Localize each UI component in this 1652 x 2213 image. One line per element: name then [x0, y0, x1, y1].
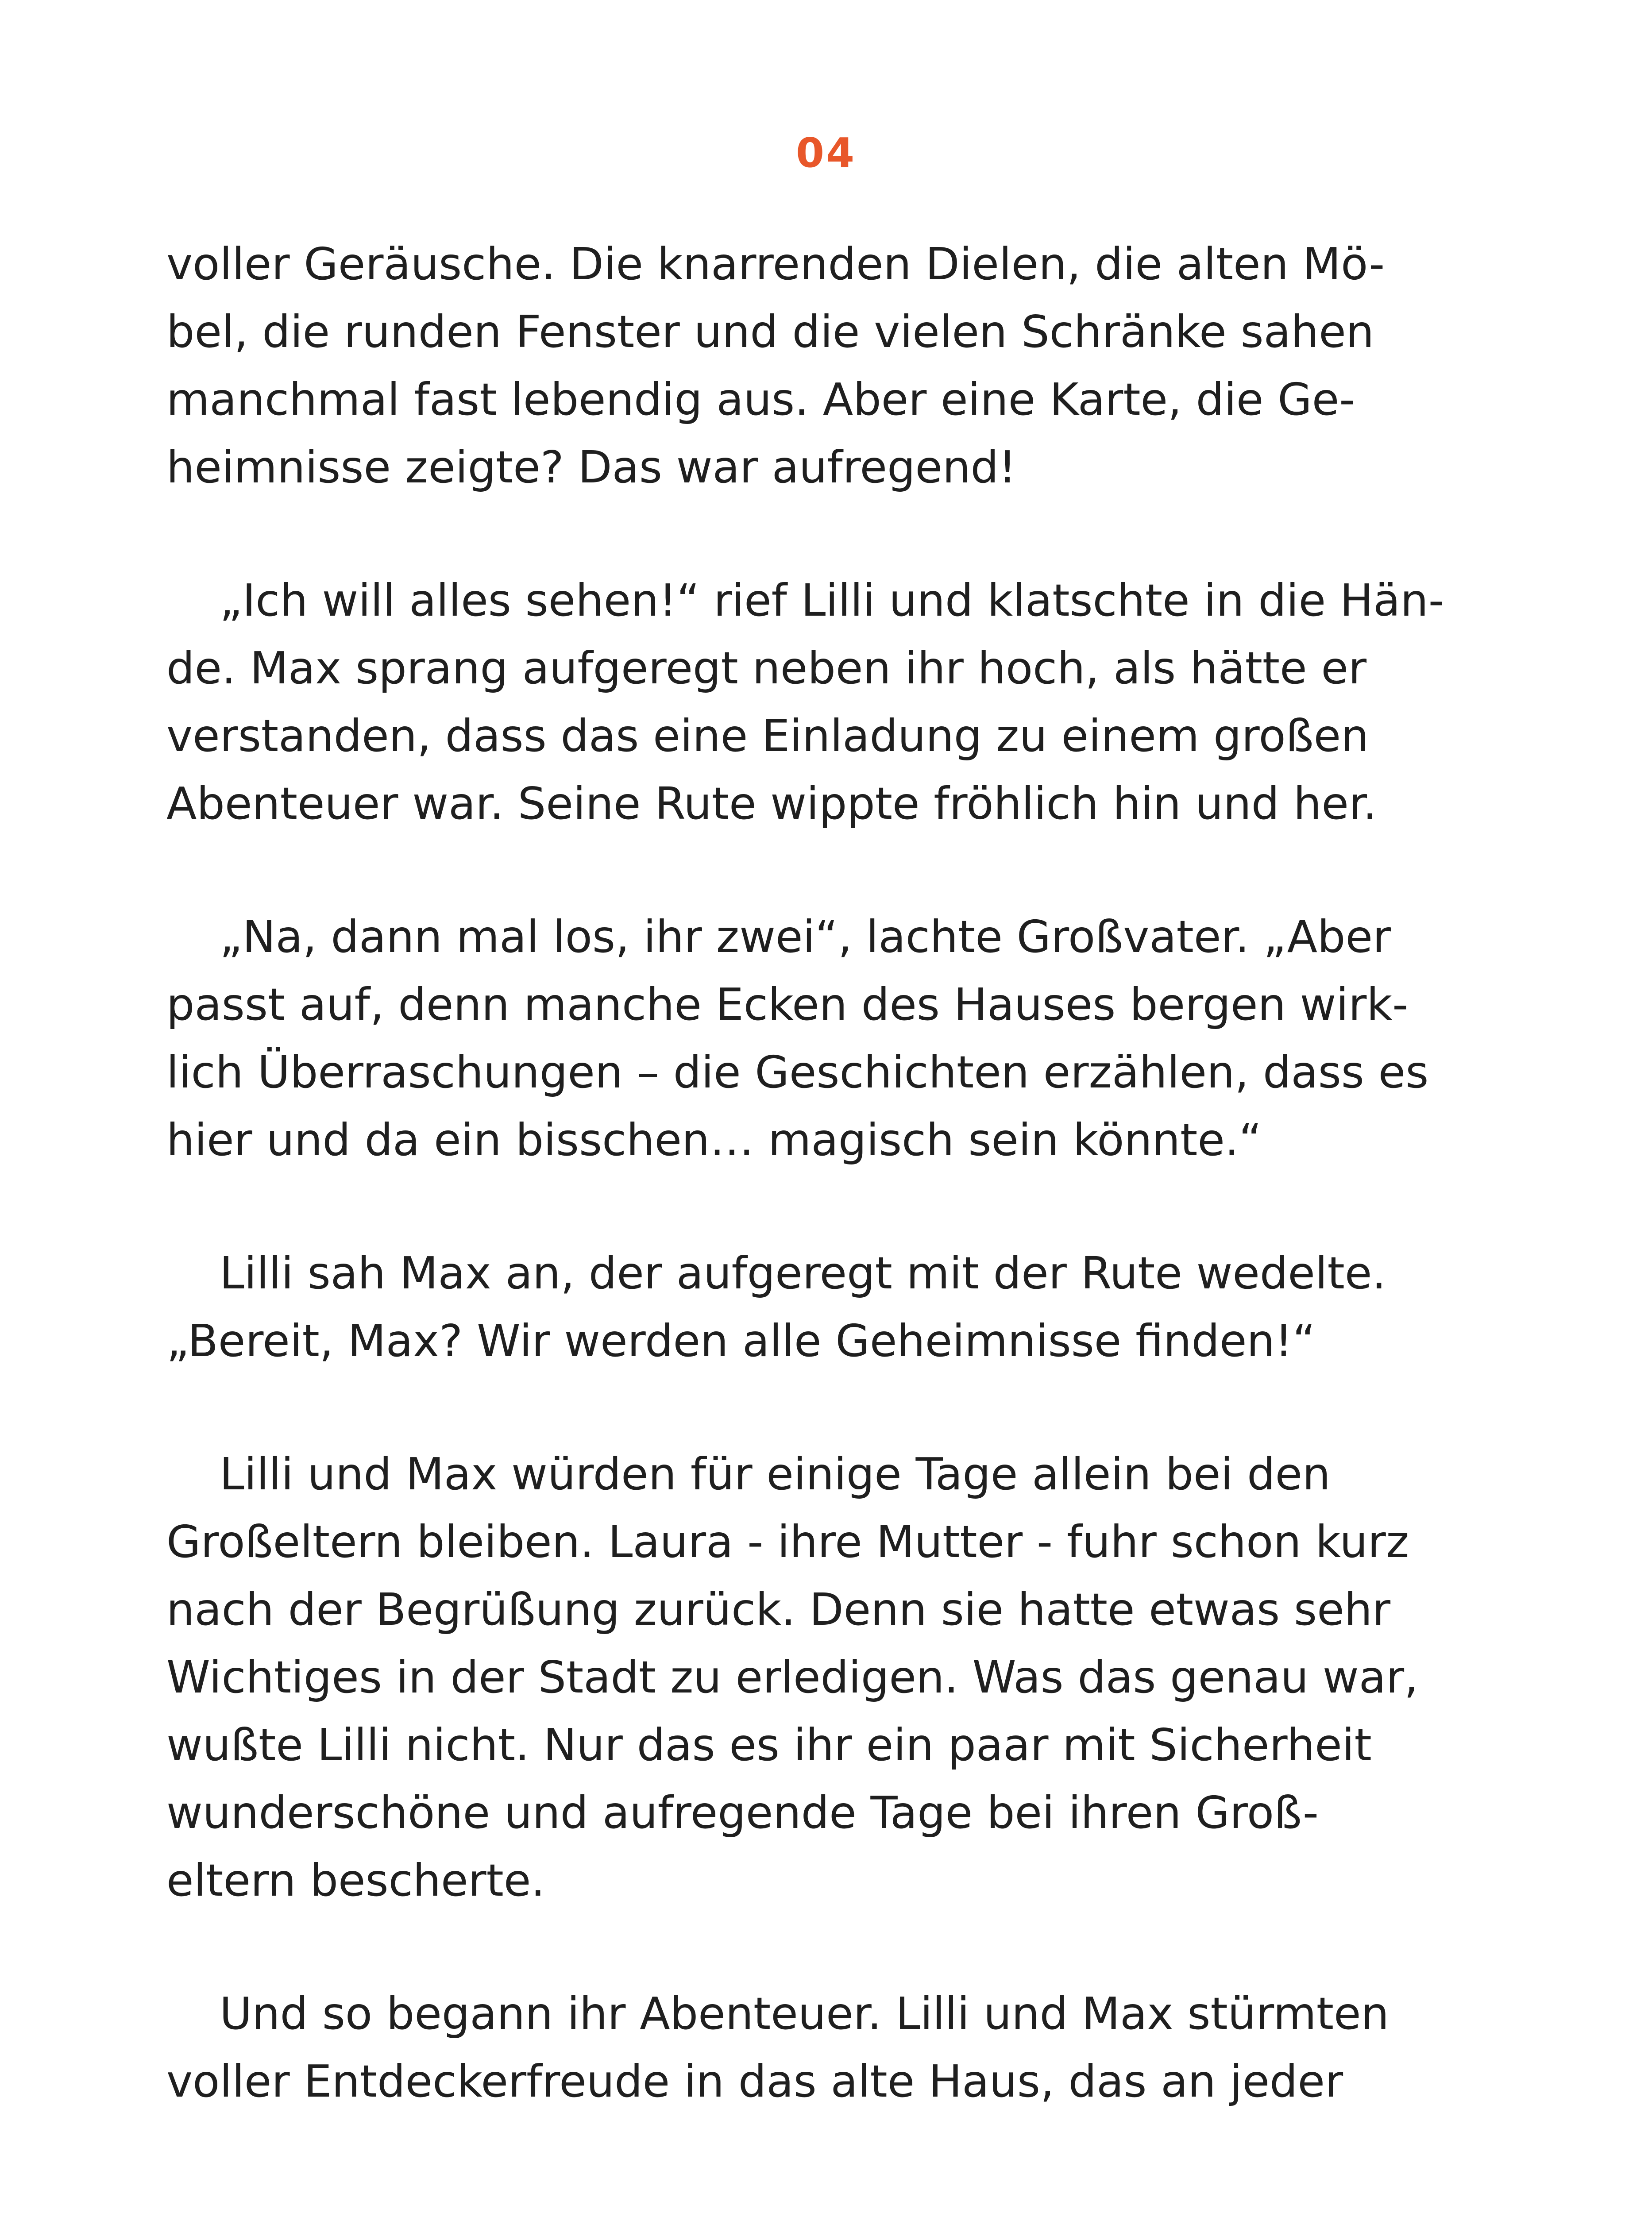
paragraph-4 [166, 1239, 1494, 1375]
paragraph-1 [166, 230, 1494, 501]
text-line: Lilli und Max würden für einige Tage allein bei den [220, 1448, 1331, 1500]
text-line: wunderschöne und aufregende Tage bei ihren Groß- [166, 1787, 1319, 1839]
text-line: passt auf, denn manche Ecken des Hauses bergen wirk- [166, 979, 1409, 1030]
text-line: Und so begann ihr Abenteuer. Lilli und Max stürmten [220, 1988, 1389, 2040]
text-line: Großeltern bleiben. Laura - ihre Mutter - fuhr schon kurz [166, 1516, 1409, 1568]
text-line: Wichtiges in der Stadt zu erledigen. Was das genau war, [166, 1651, 1418, 1703]
text-line: heimnisse zeigte? Das war aufregend! [166, 441, 1017, 493]
text-line: voller Geräusche. Die knarrenden Dielen, die alten Mö- [166, 238, 1385, 290]
paragraph-3 [166, 903, 1494, 1174]
text-line: Abenteuer war. Seine Rute wippte fröhlich hin und her. [166, 778, 1377, 829]
paragraph-2 [166, 567, 1494, 837]
text-line: „Na, dann mal los, ihr zwei“, lachte Großvater. „Aber [220, 911, 1391, 963]
text-line: eltern bescherte. [166, 1854, 545, 1906]
paragraph-5 [166, 1440, 1494, 1914]
text-line: bel, die runden Fenster und die vielen Schränke sahen [166, 306, 1374, 358]
text-line: manchmal fast lebendig aus. Aber eine Karte, die Ge- [166, 374, 1355, 425]
text-line: wußte Lilli nicht. Nur das es ihr ein paar mit Sicherheit [166, 1719, 1372, 1771]
paragraph-6 [166, 1980, 1494, 2115]
text-line: verstanden, dass das eine Einladung zu einem großen [166, 710, 1369, 762]
story-text [166, 230, 1494, 2181]
text-line: hier und da ein bisschen… magisch sein könnte.“ [166, 1114, 1262, 1166]
text-line: „Bereit, Max? Wir werden alle Geheimnisse finden!“ [166, 1315, 1316, 1367]
text-line: lich Überraschungen – die Geschichten erzählen, dass es [166, 1046, 1429, 1098]
text-line: „Ich will alles sehen!“ rief Lilli und klatschte in die Hän- [220, 574, 1444, 626]
text-line: de. Max sprang aufgeregt neben ihr hoch, als hätte er [166, 642, 1367, 694]
text-line: Lilli sah Max an, der aufgeregt mit der Rute wedelte. [220, 1247, 1386, 1299]
page-number: 04 [795, 129, 857, 177]
text-line: voller Entdeckerfreude in das alte Haus, das an jeder [166, 2055, 1343, 2107]
text-line: nach der Begrüßung zurück. Denn sie hatte etwas sehr [166, 1584, 1391, 1635]
